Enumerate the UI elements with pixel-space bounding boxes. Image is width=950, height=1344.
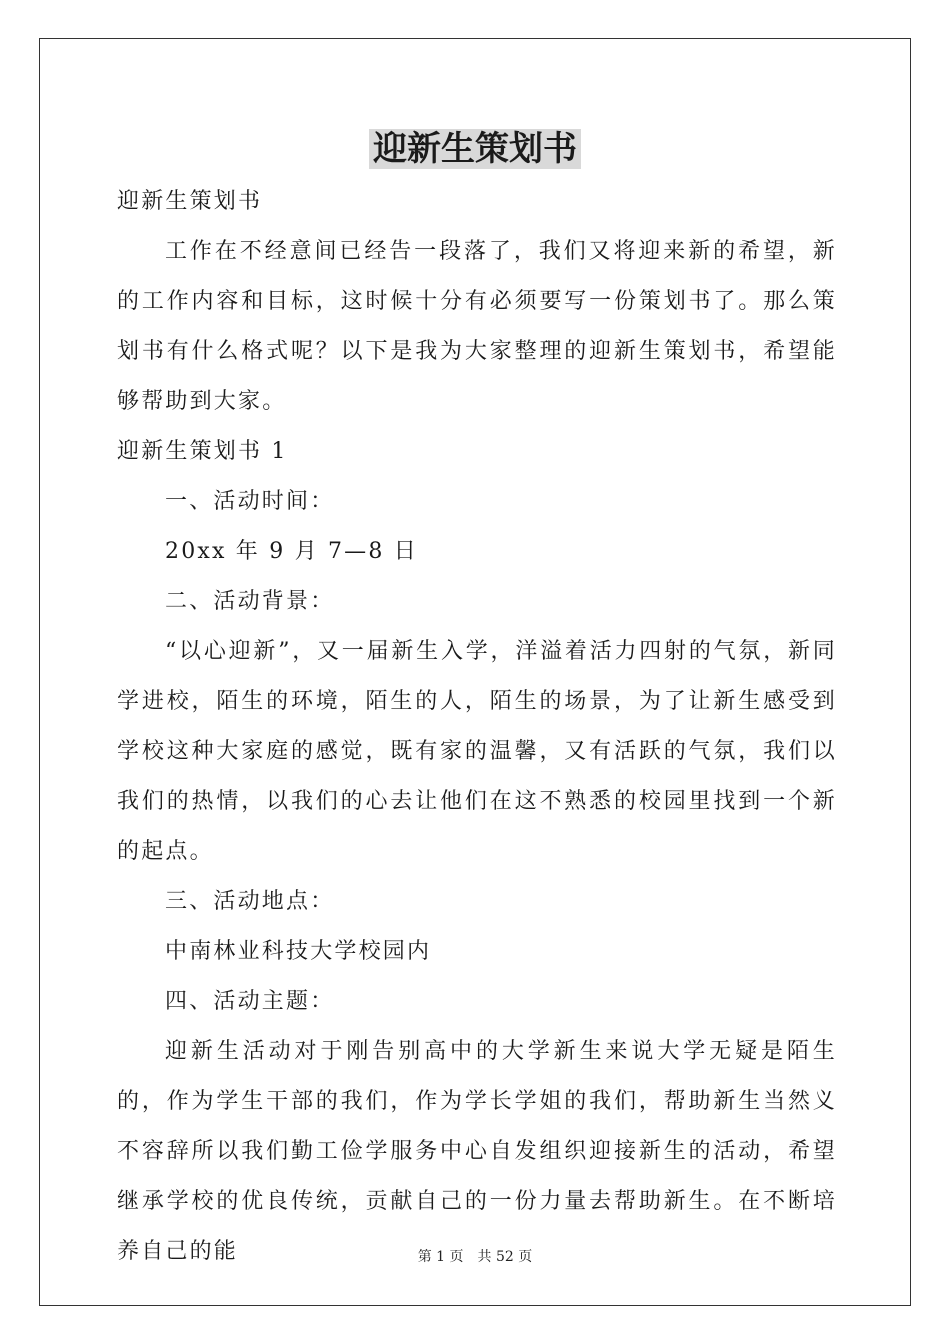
paragraph-background-text: “以心迎新”，又一届新生入学，洋溢着活力四射的气氛，新同学进校，陌生的环境，陌生的人，陌生的场景，为了让新生感受到学校这种大家庭的感觉，既有家的温馨，又有活跃的气氛，我们以我们的热情，以我们的心去让他们在这不熟悉的校园里找到一个新的起点。 (117, 639, 837, 864)
paragraph-intro: 工作在不经意间已经告一段落了，我们又将迎来新的希望，新的工作内容和目标，这时候十分有必须要写一份策划书了。那么策划书有什么格式呢？以下是我为大家整理的迎新生策划书，希望能够帮助到大家。 (117, 239, 837, 414)
paragraph-time-heading: 一、活动时间： (165, 489, 335, 514)
document-title (0, 126, 950, 172)
title-text: 迎新生策划书 (369, 129, 581, 169)
paragraph-section-heading: 迎新生策划书 1 (117, 439, 288, 464)
page-footer (0, 1247, 950, 1267)
page-total: 共 52 页 (477, 1249, 533, 1265)
paragraph-theme-heading: 四、活动主题： (165, 989, 335, 1014)
paragraph-location-value: 中南林业科技大学校园内 (165, 939, 432, 964)
paragraph-theme-text: 迎新生活动对于刚告别高中的大学新生来说大学无疑是陌生的，作为学生干部的我们，作为学长学姐的我们，帮助新生当然义不容辞所以我们勤工俭学服务中心自发组织迎接新生的活动，希望继承学校的优良传统，贡献自己的一份力量去帮助新生。在不断培养自己的能 (117, 1039, 837, 1264)
paragraph-background-heading: 二、活动背景： (165, 589, 335, 614)
paragraph-subtitle: 迎新生策划书 (117, 189, 263, 214)
paragraph-time-value: 20xx 年 9 月 7—8 日 (165, 539, 418, 564)
page-number: 第 1 页 (417, 1249, 464, 1265)
paragraph-location-heading: 三、活动地点： (165, 889, 335, 914)
document-body (117, 177, 837, 1277)
